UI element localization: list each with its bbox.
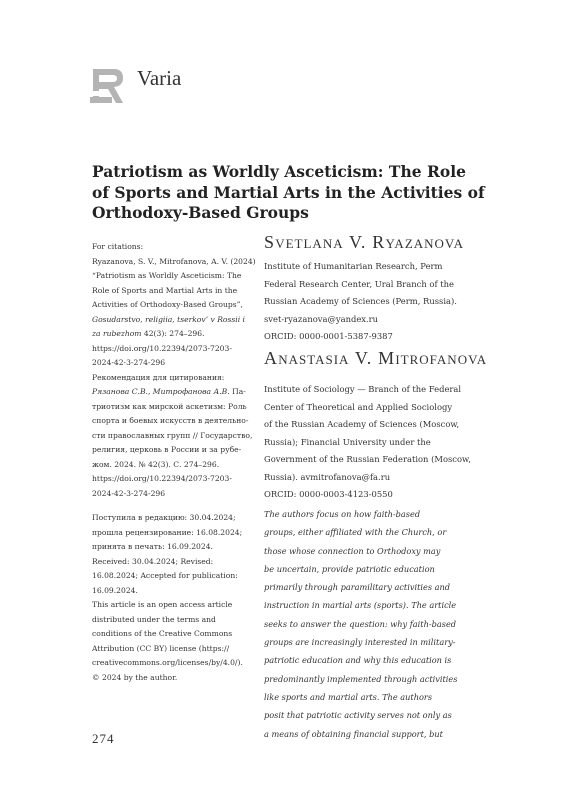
- affiliation-line: Russian Academy of Sciences (Perm, Russia).: [264, 296, 457, 306]
- author-orcid: ORCID: 0000-0003-4123-0550: [264, 489, 393, 499]
- abstract-line: patriotic education and why this education is: [264, 655, 452, 666]
- citation-ru-line: религия, церковь в России и за рубе-: [92, 445, 242, 454]
- citation-doi-link[interactable]: https://doi.org/10.22394/2073-7203-: [92, 343, 232, 353]
- dates-line: Received: 30.04.2024; Revised:: [92, 556, 214, 566]
- author-email[interactable]: Russia). avmitrofanova@fa.ru: [264, 471, 391, 482]
- abstract-line: instruction in martial arts (sports). The article: [264, 600, 457, 611]
- abstract: [264, 505, 479, 743]
- journal-logo-icon: [90, 66, 126, 106]
- author-name: ANASTASIA V. MITROFANOVA: [264, 348, 488, 368]
- dates-line: принята в печать: 16.09.2024.: [92, 542, 213, 551]
- citation-journal-line: [92, 327, 252, 342]
- dates-line: Поступила в редакцию: 30.04.2024;: [92, 513, 236, 522]
- citation-journal: za rubezhom: [92, 329, 142, 338]
- citation-line: Ryazanova, S. V., Mitrofanova, A. V. (2024): [92, 256, 256, 266]
- abstract-line: The authors focus on how faith-based: [264, 509, 421, 519]
- author-orcid: ORCID: 0000-0001-5387-9387: [264, 331, 393, 341]
- license-line: Attribution (CC BY) license (https://: [92, 643, 230, 653]
- citation-ru-authors: Рязанова С.В., Митрофанова А.В.: [92, 387, 230, 396]
- title-line: of Sports and Martial Arts in the Activities of: [92, 182, 485, 202]
- license-line: This article is an open access article: [92, 600, 233, 609]
- abstract-line: seeks to answer the question: why faith-based: [264, 618, 457, 629]
- citation-ru-line: триотизм как мирской аскетизм: Роль: [92, 401, 247, 411]
- author-affiliation: [264, 381, 474, 504]
- title-line: Orthodoxy-Based Groups: [92, 203, 309, 222]
- affiliation-line: Government of the Russian Federation (Moscow,: [264, 454, 471, 464]
- affiliation-line: Institute of Humanitarian Research, Perm: [264, 261, 443, 271]
- citation-line: Activities of Orthodoxy-Based Groups”,: [92, 300, 243, 309]
- section-label: Varia: [137, 66, 182, 90]
- citation-ru-text: Па-: [229, 387, 246, 396]
- citation-journal: Gosudarstvo, religiia, tserkov’ v Rossii i: [92, 314, 245, 324]
- abstract-line: groups are increasingly interested in military-: [264, 637, 456, 648]
- affiliation-line: Institute of Sociology — Branch of the Federal: [264, 384, 462, 394]
- citation-ru-doi-link[interactable]: https://doi.org/10.22394/2073-7203-: [92, 474, 232, 483]
- author-name: SVETLANA V. RYAZANOVA: [264, 232, 465, 252]
- citation-label-ru: Рекомендация для цитирования:: [92, 372, 225, 382]
- affiliation-line: Federal Research Center, Ural Branch of the: [264, 278, 454, 289]
- title-line: Patriotism as Worldly Asceticism: The Role: [92, 162, 466, 181]
- dates-line: 16.09.2024.: [92, 585, 138, 595]
- author-email[interactable]: svet-ryazanova@yandex.ru: [264, 313, 379, 324]
- abstract-line: primarily through paramilitary activities and: [264, 582, 451, 593]
- abstract-line: like sports and martial arts. The authors: [264, 691, 433, 702]
- license-link[interactable]: creativecommons.org/licenses/by/4.0/).: [92, 658, 243, 667]
- citation-line: “Patriotism as Worldly Asceticism: The: [92, 271, 242, 280]
- abstract-line: groups, either affiliated with the Church, or: [264, 527, 447, 538]
- citation-ru-line: сти православных групп // Государство,: [92, 430, 253, 440]
- citation-column: [92, 240, 256, 685]
- dates-line: прошла рецензирование: 16.08.2024;: [92, 527, 243, 537]
- citation-ru-line: жом. 2024. № 42(3). С. 274–296.: [92, 459, 220, 469]
- citation-ru-doi-link[interactable]: 2024-42-3-274-296: [92, 488, 166, 498]
- abstract-line: predominantly implemented through activities: [264, 673, 458, 684]
- abstract-line: a means of obtaining financial support, but: [264, 728, 443, 739]
- abstract-line: posit that patriotic activity serves not only as: [264, 710, 452, 721]
- copyright-line: © 2024 by the author.: [92, 672, 178, 682]
- article-title: [92, 162, 492, 224]
- abstract-line: be uncertain, provide patriotic education: [264, 563, 435, 574]
- license-line: conditions of the Creative Commons: [92, 629, 233, 638]
- affiliation-line: of the Russian Academy of Sciences (Moscow,: [264, 419, 460, 429]
- citation-label-en: For citations:: [92, 242, 144, 251]
- license-line: distributed under the terms and: [92, 614, 216, 624]
- citation-ru-line: спорта и боевых искусств в деятельно-: [92, 416, 249, 425]
- spacer: [92, 501, 252, 511]
- citation-doi-link[interactable]: 2024-42-3-274-296: [92, 358, 166, 367]
- abstract-line: those whose connection to Orthodoxy may: [264, 545, 441, 556]
- page-number: 274: [92, 731, 115, 746]
- citation-ru-first-line: [92, 385, 252, 400]
- dates-line: 16.08.2024; Accepted for publication:: [92, 571, 238, 580]
- author-affiliation: [264, 258, 474, 346]
- affiliation-line: Center of Theoretical and Applied Sociology: [264, 401, 453, 412]
- citation-line: Role of Sports and Martial Arts in the: [92, 285, 238, 295]
- affiliation-line: Russia); Financial University under the: [264, 436, 431, 447]
- citation-volume: 42(3): 274–296.: [141, 329, 205, 338]
